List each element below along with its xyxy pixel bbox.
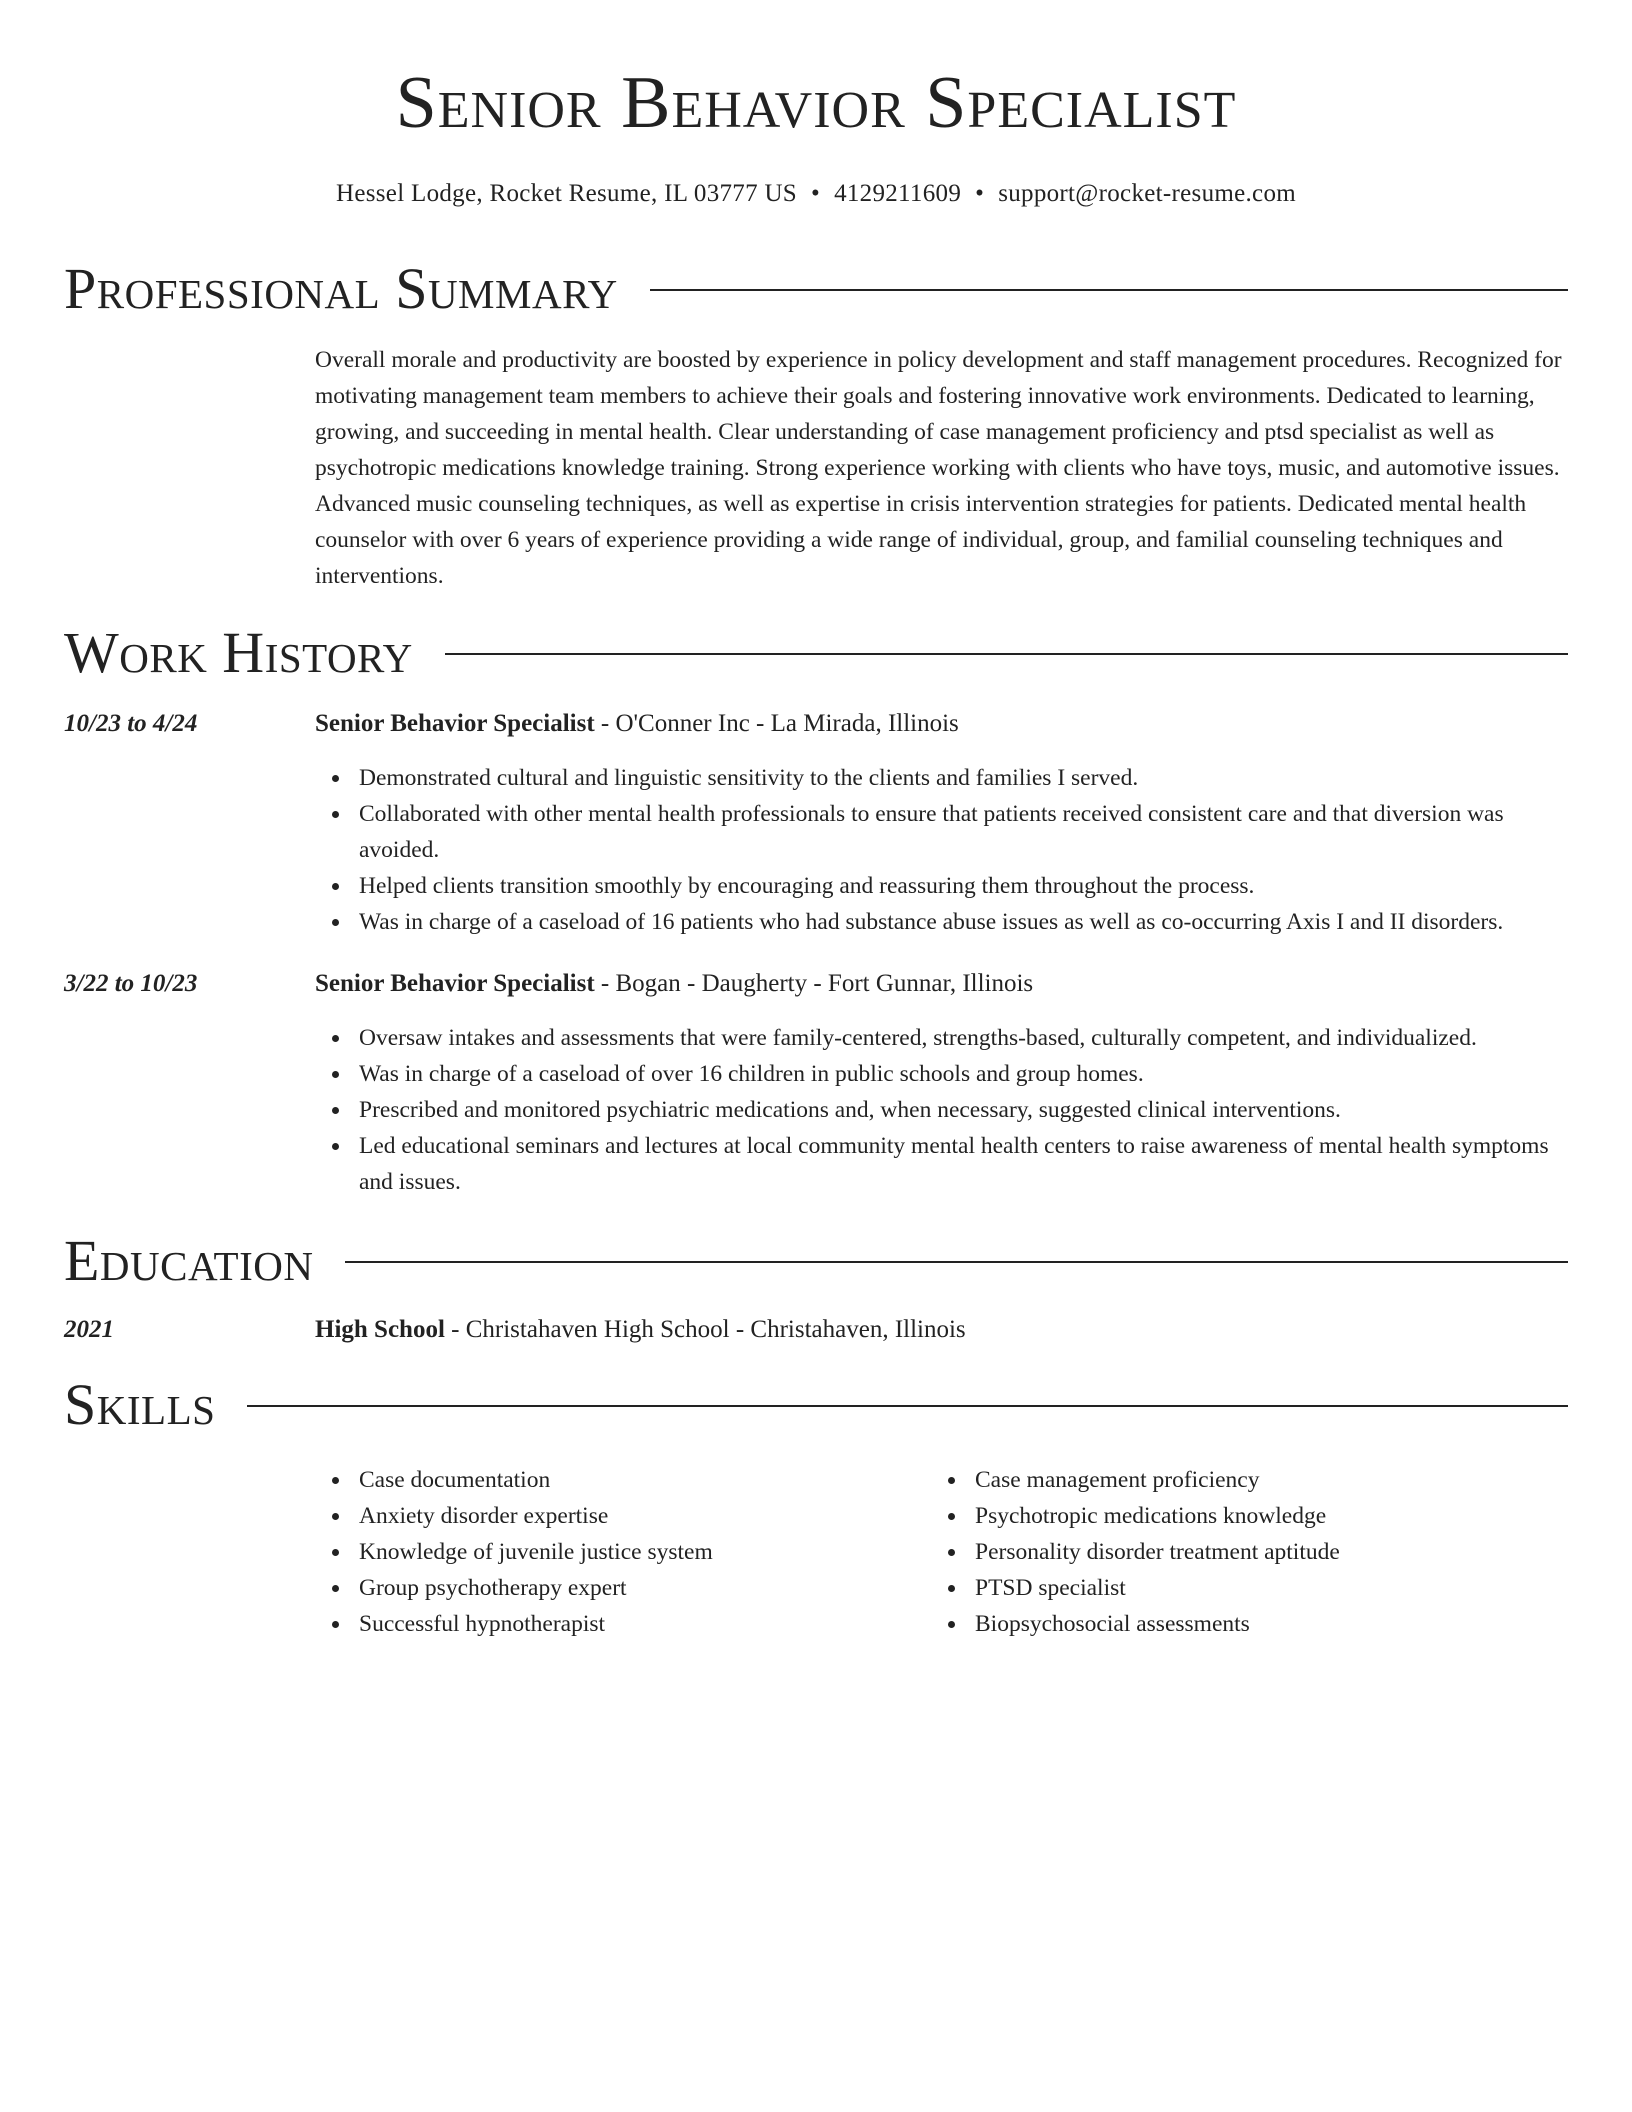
- job-employer: - O'Conner Inc - La Mirada, Illinois: [594, 710, 959, 737]
- education-degree: High School: [315, 1316, 445, 1343]
- page-title: Senior Behavior Specialist: [395, 62, 1237, 144]
- list-item: Led educational seminars and lectures at local community mental health centers to raise awareness of mental health symptoms and issues.: [359, 1128, 1568, 1200]
- section-title: Education: [64, 1228, 314, 1293]
- skills-column-left: [315, 1462, 931, 1642]
- section-title: Professional Summary: [64, 256, 618, 321]
- contact-phone: 4129211609: [834, 180, 962, 207]
- education-entry: [64, 1312, 1568, 1348]
- section-summary-heading: [64, 256, 1568, 322]
- list-item: Was in charge of a caseload of 16 patients who had substance abuse issues as well as co-occurring Axis I and II disorders.: [359, 904, 1568, 940]
- section-divider: [345, 1261, 1568, 1263]
- job-dates: 10/23 to 4/24: [64, 710, 198, 737]
- job-bullets: [315, 760, 1568, 940]
- contact-separator: •: [975, 180, 985, 207]
- skill-item: Knowledge of juvenile justice system: [359, 1534, 931, 1570]
- list-item: Was in charge of a caseload of over 16 children in public schools and group homes.: [359, 1056, 1568, 1092]
- summary-paragraph: Overall morale and productivity are boosted by experience in policy development and staff management procedures. Recognized for motivating management team members to achieve their goals and fostering innovative work environments. Dedicated to learning, growing, and succeeding in mental health. Clear understanding of case management proficiency and ptsd specialist as well as psychotropic medications knowledge training. Strong experience working with clients who have toys, music, and automotive issues. Advanced music counseling techniques, as well as expertise in crisis intervention strategies for patients. Dedicated mental health counselor with over 6 years of experience providing a wide range of individual, group, and familial counseling techniques and interventions.: [315, 347, 1562, 589]
- skill-item: Successful hypnotherapist: [359, 1606, 931, 1642]
- section-education-heading: [64, 1228, 1568, 1294]
- section-title: Work History: [64, 620, 413, 685]
- section-divider: [445, 653, 1568, 655]
- job-bullets: [315, 1020, 1568, 1200]
- section-skills-heading: [64, 1372, 1568, 1438]
- skill-item: Anxiety disorder expertise: [359, 1498, 931, 1534]
- skills-column-right: [931, 1462, 1547, 1642]
- job-employer: - Bogan - Daugherty - Fort Gunnar, Illinois: [594, 970, 1034, 997]
- section-divider: [650, 289, 1568, 291]
- contact-separator: •: [811, 180, 821, 207]
- list-item: Collaborated with other mental health professionals to ensure that patients received consistent care and that diversion was avoided.: [359, 796, 1568, 868]
- section-title: Skills: [64, 1372, 216, 1437]
- skill-item: PTSD specialist: [975, 1570, 1547, 1606]
- skill-item: Personality disorder treatment aptitude: [975, 1534, 1547, 1570]
- section-divider: [247, 1405, 1568, 1407]
- list-item: Oversaw intakes and assessments that were family-centered, strengths-based, culturally competent, and individualized.: [359, 1020, 1568, 1056]
- skill-item: Biopsychosocial assessments: [975, 1606, 1547, 1642]
- job-title: Senior Behavior Specialist: [315, 710, 595, 737]
- job-entry: [64, 706, 1568, 742]
- skill-item: Case documentation: [359, 1462, 931, 1498]
- skill-item: Psychotropic medications knowledge: [975, 1498, 1547, 1534]
- education-school: - Christahaven High School - Christahaven, Illinois: [444, 1316, 966, 1343]
- skills-grid: [315, 1462, 1568, 1642]
- job-title: Senior Behavior Specialist: [315, 970, 595, 997]
- contact-email: support@rocket-resume.com: [998, 180, 1296, 207]
- list-item: Demonstrated cultural and linguistic sensitivity to the clients and families I served.: [359, 760, 1568, 796]
- skill-item: Case management proficiency: [975, 1462, 1547, 1498]
- education-role: [315, 1312, 966, 1348]
- education-year: 2021: [64, 1316, 114, 1343]
- job-entry: [64, 966, 1568, 1002]
- list-item: Prescribed and monitored psychiatric medications and, when necessary, suggested clinical interventions.: [359, 1092, 1568, 1128]
- job-dates: 3/22 to 10/23: [64, 970, 198, 997]
- contact-address: Hessel Lodge, Rocket Resume, IL 03777 US: [336, 180, 797, 207]
- job-role: [315, 706, 959, 742]
- list-item: Helped clients transition smoothly by encouraging and reassuring them throughout the process.: [359, 868, 1568, 904]
- job-role: [315, 966, 1033, 1002]
- section-work-heading: [64, 620, 1568, 686]
- skill-item: Group psychotherapy expert: [359, 1570, 931, 1606]
- contact-line: [64, 176, 1568, 212]
